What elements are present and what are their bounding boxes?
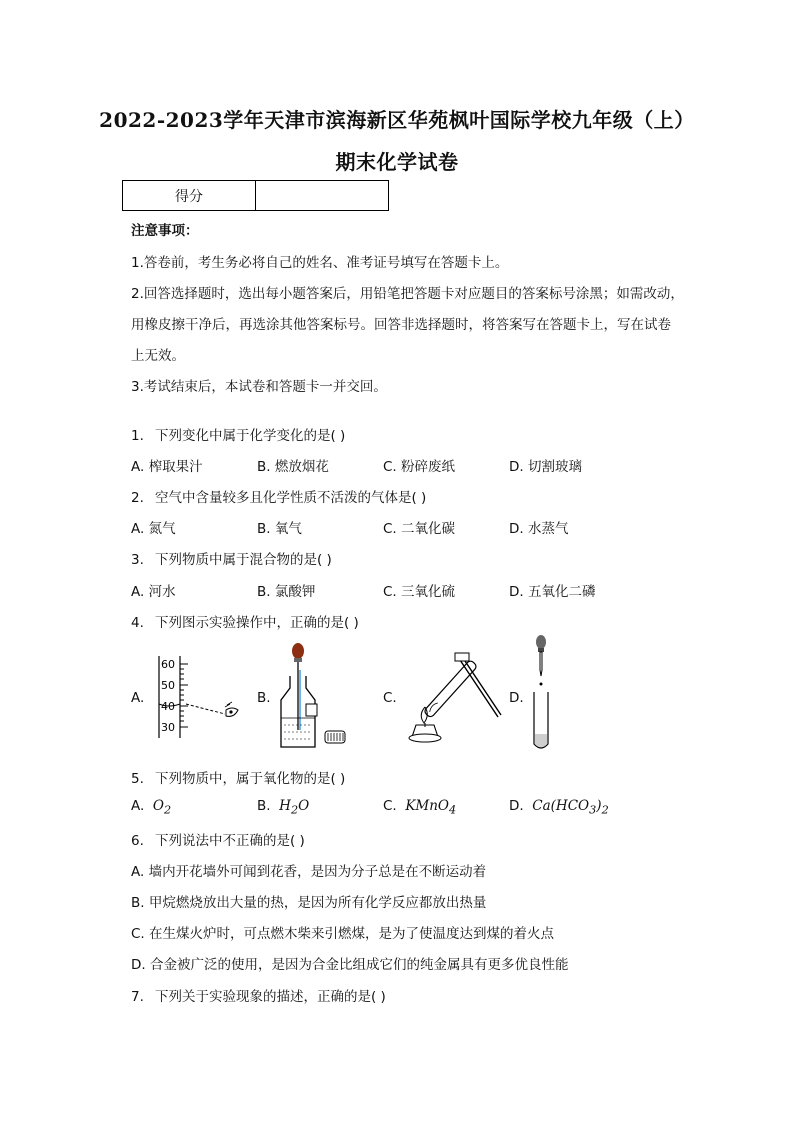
question-7: [131, 985, 386, 1005]
question-2: [131, 486, 426, 506]
option-a[interactable]: [131, 798, 171, 817]
cylinder-tick-label: 50: [161, 679, 175, 692]
question-number: 6.: [131, 833, 144, 849]
question-stem: 下列物质中属于混合物的是( ): [155, 552, 332, 568]
option-b[interactable]: B.: [257, 690, 271, 706]
cylinder-tick-label: 40: [161, 700, 175, 713]
option-c[interactable]: C. 二氧化碳: [383, 521, 456, 537]
question-3: [131, 548, 332, 568]
question-6: [131, 829, 305, 849]
option-a[interactable]: A. 氮气: [131, 521, 176, 537]
question-4: [131, 611, 359, 631]
exam-title-line2: 期末化学试卷: [335, 150, 459, 174]
question-stem: 下列图示实验操作中，正确的是( ): [155, 615, 359, 631]
option-b[interactable]: B. 氯酸钾: [257, 584, 316, 600]
dropper-bulb: [292, 643, 304, 659]
formula-o2: $O_2$: [152, 798, 172, 817]
question-number: 2.: [131, 490, 144, 506]
question-stem: 下列说法中不正确的是( ): [155, 833, 305, 849]
option-b[interactable]: B. 氧气: [257, 521, 302, 537]
question-1: [131, 424, 345, 444]
option-d[interactable]: D.: [509, 690, 524, 706]
option-a[interactable]: A. 河水: [131, 584, 176, 600]
option-a[interactable]: A.: [131, 690, 145, 706]
option-d[interactable]: D. 水蒸气: [509, 521, 569, 537]
question-number: 5.: [131, 771, 144, 787]
heating-test-tube-figure: [400, 645, 505, 745]
formula-h2o: $H_2O$: [279, 798, 310, 817]
score-blank[interactable]: [256, 181, 389, 211]
option-c[interactable]: C. 在生煤火炉时，可点燃木柴来引燃煤，是为了使温度达到煤的着火点: [131, 926, 555, 942]
cylinder-tick-label: 30: [161, 721, 175, 734]
cylinder-tick-label: 60: [161, 658, 175, 671]
option-letter: A.: [131, 798, 145, 814]
question-number: 3.: [131, 552, 144, 568]
option-b[interactable]: [257, 798, 309, 817]
dropper-bulb: [536, 635, 546, 649]
score-label: 得分: [123, 181, 256, 211]
option-c[interactable]: C. 三氧化硫: [383, 584, 456, 600]
graduated-cylinder-reading-figure: [150, 652, 245, 742]
option-d[interactable]: [509, 798, 609, 817]
option-letter: B.: [257, 798, 271, 814]
option-letter: D.: [509, 798, 524, 814]
option-c[interactable]: [383, 798, 456, 817]
dropper-above-test-tube-figure: [527, 634, 555, 754]
question-stem: 下列关于实验现象的描述，正确的是( ): [155, 989, 386, 1005]
notice-item: 用橡皮擦干净后，再选涂其他答案标号。回答非选择题时，将答案写在答题卡上，写在试卷: [131, 317, 671, 333]
option-b[interactable]: B. 甲烷燃烧放出大量的热，是因为所有化学反应都放出热量: [131, 895, 487, 911]
eye-icon: [225, 702, 238, 716]
question-stem: 下列变化中属于化学变化的是( ): [155, 428, 346, 444]
question-number: 7.: [131, 989, 144, 1005]
option-d[interactable]: D. 合金被广泛的使用，是因为合金比组成它们的纯金属具有更多优良性能: [131, 957, 569, 973]
question-number: 1.: [131, 428, 144, 444]
question-5: [131, 767, 345, 787]
notice-item: 1.答卷前，考生务必将自己的姓名、准考证号填写在答题卡上。: [131, 255, 509, 271]
option-b[interactable]: B. 燃放烟花: [257, 459, 329, 475]
dropper-in-bottle-figure: [272, 640, 352, 750]
question-number: 4.: [131, 615, 144, 631]
option-c[interactable]: C.: [383, 690, 397, 706]
question-stem: 空气中含量较多且化学性质不活泼的气体是( ): [155, 490, 427, 506]
notice-item: 2.回答选择题时，选出每小题答案后，用铅笔把答题卡对应题目的答案标号涂黑；如需改动，: [131, 286, 684, 302]
option-d[interactable]: D. 五氧化二磷: [509, 584, 596, 600]
score-table: [122, 180, 389, 211]
notice-item: 上无效。: [131, 348, 185, 364]
formula-kmno4: KMnO$_4$: [405, 798, 457, 817]
formula-ca-hco3-2: $Ca(HCO_3)_2$: [532, 798, 609, 817]
option-d[interactable]: D. 切割玻璃: [509, 459, 582, 475]
notice-heading: 注意事项：: [131, 223, 199, 239]
option-a[interactable]: A. 墙内开花墙外可闻到花香，是因为分子总是在不断运动着: [131, 864, 487, 880]
option-a[interactable]: A. 榨取果汁: [131, 459, 203, 475]
question-stem: 下列物质中，属于氧化物的是( ): [155, 771, 346, 787]
exam-title-line1: 2022-2023学年天津市滨海新区华苑枫叶国际学校九年级（上）: [99, 108, 695, 132]
option-letter: C.: [383, 798, 397, 814]
notice-item: 3.考试结束后，本试卷和答题卡一并交回。: [131, 379, 387, 395]
option-c[interactable]: C. 粉碎废纸: [383, 459, 456, 475]
